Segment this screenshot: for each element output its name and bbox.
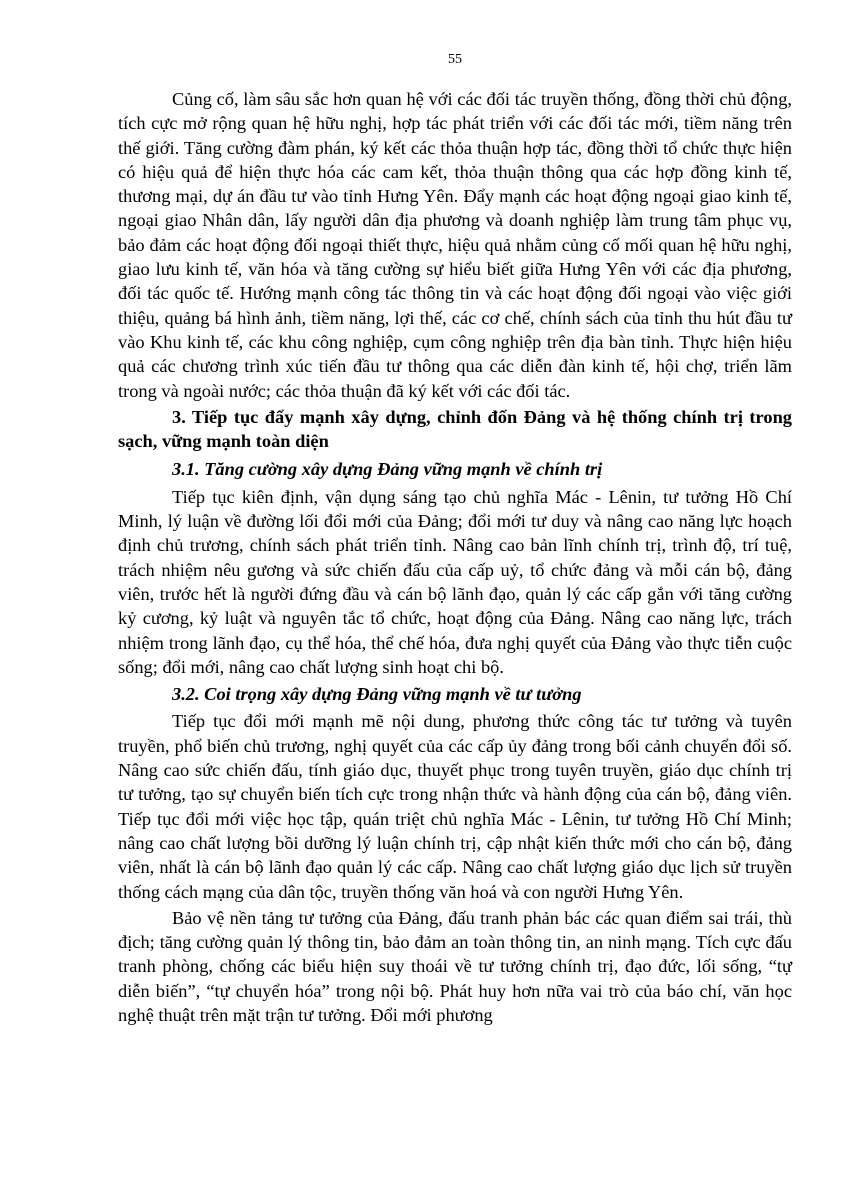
- section-heading-3: 3. Tiếp tục đẩy mạnh xây dựng, chỉnh đốn Đảng và hệ thống chính trị trong sạch, vững mạnh toàn diện: [118, 406, 792, 452]
- subsection-heading-3-1: 3.1. Tăng cường xây dựng Đảng vững mạnh về chính trị: [172, 459, 603, 480]
- paragraph-political-building: Tiếp tục kiên định, vận dụng sáng tạo chủ nghĩa Mác - Lênin, tư tưởng Hồ Chí Minh, lý luận về đường lối đổi mới của Đảng; đổi mới tư duy và nâng cao năng lực hoạch định chủ trương, chính sách phát triển tỉnh. Nâng cao bản lĩnh chính trị, trình độ, trí tuệ, trách nhiệm nêu gương và sức chiến đấu của cấp uỷ, tổ chức đảng và mỗi cán bộ, đảng viên, trước hết là người đứng đầu và cán bộ lãnh đạo, quản lý các cấp gắn với tăng cường kỷ cương, kỷ luật và nguyên tắc tổ chức, hoạt động của Đảng. Nâng cao năng lực, trách nhiệm trong lãnh đạo, cụ thể hóa, thể chế hóa, đưa nghị quyết của Đảng vào thực tiễn cuộc sống; đổi mới, nâng cao chất lượng sinh hoạt chi bộ.: [118, 486, 792, 677]
- paragraph-ideological-defense: Bảo vệ nền tảng tư tưởng của Đảng, đấu tranh phản bác các quan điểm sai trái, thù địch; tăng cường quản lý thông tin, bảo đảm an toàn thông tin, an ninh mạng. Tích cực đấu tranh phòng, chống các biểu hiện suy thoái về tư tưởng chính trị, đạo đức, lối sống, “tự diễn biến”, “tự chuyển hóa” trong nội bộ. Phát huy hơn nữa vai trò của báo chí, văn học nghệ thuật trên mặt trận tư tưởng. Đổi mới phương: [118, 907, 792, 1025]
- paragraph-foreign-relations: Củng cố, làm sâu sắc hơn quan hệ với các đối tác truyền thống, đồng thời chủ động, tích cực mở rộng quan hệ hữu nghị, hợp tác phát triển với các đối tác mới, tiềm năng trên thế giới. Tăng cường đàm phán, ký kết các thỏa thuận hợp tác, đồng thời tổ chức thực hiện có hiệu quả để hiện thực hóa các cam kết, thỏa thuận thông qua các hợp đồng kinh tế, thương mại, dự án đầu tư vào tỉnh Hưng Yên. Đẩy mạnh các hoạt động ngoại giao kinh tế, ngoại giao Nhân dân, lấy người dân địa phương và doanh nghiệp làm trung tâm phục vụ, bảo đảm các hoạt động đối ngoại thiết thực, hiệu quả nhằm củng cố mối quan hệ hữu nghị, giao lưu kinh tế, văn hóa và tăng cường sự hiểu biết giữa Hưng Yên với các địa phương, đối tác quốc tế. Hướng mạnh công tác thông tin và các hoạt động đối ngoại vào việc giới thiệu, quảng bá hình ảnh, tiềm năng, lợi thế, các cơ chế, chính sách của tỉnh thu hút đầu tư vào Khu kinh tế, các khu công nghiệp, cụm công nghiệp trên địa bàn tỉnh. Thực hiện hiệu quả các chương trình xúc tiến đầu tư thông qua các diễn đàn kinh tế, hội chợ, triển lãm trong và ngoài nước; các thỏa thuận đã ký kết với các đối tác.: [118, 89, 792, 401]
- subsection-heading-3-2: 3.2. Coi trọng xây dựng Đảng vững mạnh về tư tưởng: [172, 684, 582, 705]
- document-page: [118, 50, 792, 1027]
- page-number: 55: [448, 52, 462, 67]
- paragraph-ideological-work: Tiếp tục đổi mới mạnh mẽ nội dung, phương thức công tác tư tưởng và tuyên truyền, phổ biến chủ trương, nghị quyết của các cấp ủy đảng trong bối cảnh chuyển đổi số. Nâng cao sức chiến đấu, tính giáo dục, thuyết phục trong tuyên truyền, giáo dục chính trị tư tưởng, tạo sự chuyển biến tích cực trong nhận thức và hành động của cán bộ, đảng viên. Tiếp tục đổi mới việc học tập, quán triệt chủ nghĩa Mác - Lênin, tư tưởng Hồ Chí Minh; nâng cao chất lượng bồi dưỡng lý luận chính trị, cập nhật kiến thức mới cho cán bộ, đảng viên, nhất là cán bộ lãnh đạo quản lý các cấp. Nâng cao chất lượng giáo dục lịch sử truyền thống cách mạng của dân tộc, truyền thống văn hoá và con người Hưng Yên.: [118, 711, 792, 902]
